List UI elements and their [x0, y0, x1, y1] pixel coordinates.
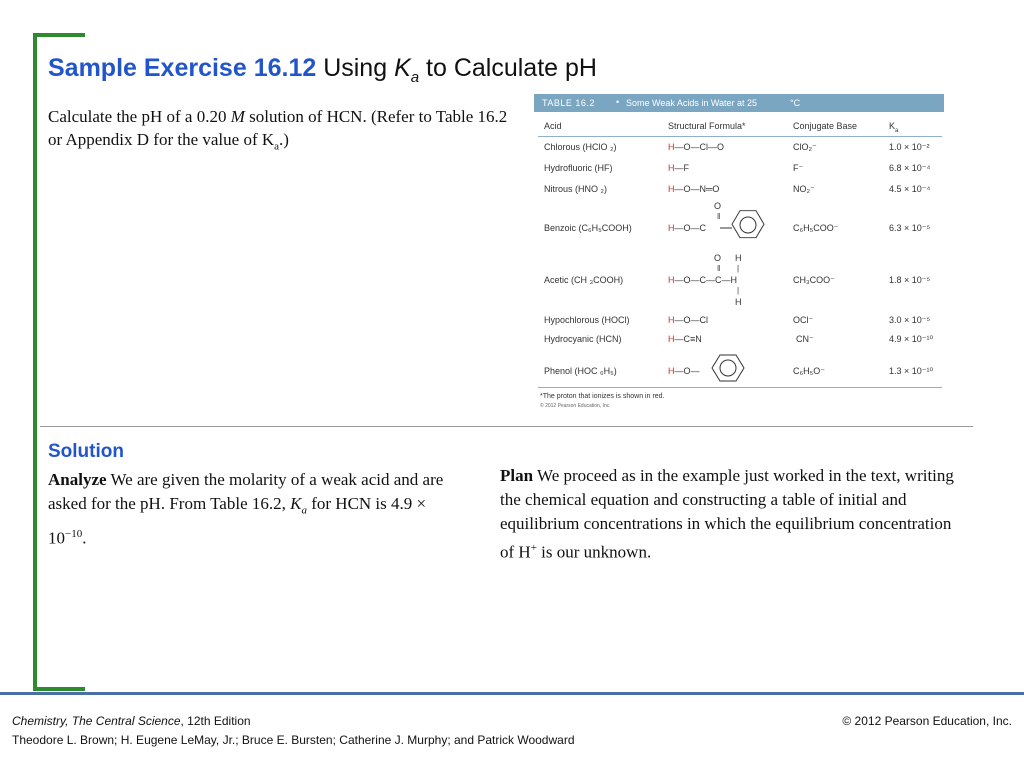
- single-bond-bottom: |: [737, 286, 740, 295]
- carbonyl-o: O: [714, 201, 722, 211]
- row-acid: Hydrofluoric (HF): [544, 163, 613, 173]
- row-base: ClO₂⁻: [793, 142, 817, 152]
- double-bond: ‖: [717, 264, 721, 273]
- phenyl-ring-icon: [704, 354, 752, 384]
- proton-h: H: [668, 142, 675, 152]
- title-k: K: [394, 54, 411, 82]
- row-ka: 1.3 × 10⁻¹⁰: [889, 366, 934, 376]
- plan-paragraph: [500, 464, 960, 565]
- plan-label: Plan: [500, 466, 534, 485]
- row-acid: Phenol (HOC ₆H₅): [544, 366, 617, 376]
- row-acid: Acetic (CH ₃COOH): [544, 275, 624, 285]
- green-bracket-top: [33, 33, 85, 37]
- row-ka: 1.8 × 10⁻⁵: [889, 275, 931, 285]
- formula-rest: —C≡N: [674, 334, 702, 344]
- carbonyl-o: O: [714, 253, 722, 263]
- top-h: H: [735, 253, 742, 263]
- single-bond-top: |: [737, 264, 740, 273]
- footer-book: [12, 714, 251, 728]
- proton-h: H: [668, 275, 675, 285]
- title-text-b: to Calculate pH: [419, 54, 597, 82]
- bottom-h: H: [735, 297, 742, 307]
- formula-rest: —F: [674, 163, 689, 173]
- question-text: [48, 105, 508, 158]
- benzene-ring-icon: [720, 210, 768, 240]
- plan-text1: We proceed as in the example just worked in the text, writing the chemical equation and constructing a table of initial and equilibrium concentrations in which the equilibrium concentration of H: [500, 466, 954, 562]
- proton-h: H: [668, 223, 675, 233]
- analyze-text1: We are given the molarity of a weak acid and are asked for the pH. From Table 16.2,: [48, 470, 444, 513]
- row-base: CH₃COO⁻: [793, 275, 835, 285]
- row-ka: 4.9 × 10⁻¹⁰: [889, 334, 934, 344]
- analyze-a: a: [301, 504, 307, 517]
- proton-h: H: [668, 334, 675, 344]
- table-16-2: [534, 94, 944, 412]
- double-bond: ‖: [717, 212, 721, 221]
- table-number: TABLE 16.2: [542, 98, 595, 108]
- formula-rest: —O—C—C—H: [674, 275, 737, 285]
- footer-book-title: Chemistry, The Central Science: [12, 714, 181, 728]
- table-footnote: *The proton that ionizes is shown in red.: [540, 393, 665, 400]
- analyze-paragraph: [48, 468, 468, 551]
- formula-rest: —O—C: [674, 223, 706, 233]
- row-base: C₆H₅COO⁻: [793, 223, 839, 233]
- section-divider: [40, 426, 973, 427]
- row-ka: 6.8 × 10⁻⁴: [889, 163, 931, 173]
- plan-sup: +: [530, 542, 537, 554]
- solution-heading: Solution: [48, 441, 124, 462]
- formula-rest: —O—Cl—O: [674, 142, 724, 152]
- question-part1: Calculate the pH of a 0.20: [48, 107, 231, 126]
- header-ka-k: K: [889, 121, 896, 131]
- row-formula: [668, 163, 689, 173]
- question-part3: .): [279, 130, 289, 149]
- analyze-label: Analyze: [48, 470, 107, 489]
- green-bracket-vertical: [33, 33, 37, 690]
- proton-h: H: [668, 163, 675, 173]
- row-acid: Hydrocyanic (HCN): [544, 334, 622, 344]
- table-bottom-rule: [538, 387, 942, 388]
- row-base: C₆H₅O⁻: [793, 366, 826, 376]
- table-unit: °C: [790, 98, 801, 108]
- row-base: F⁻: [793, 163, 804, 173]
- row-acid: Hypochlorous (HOCl): [544, 315, 630, 325]
- row-formula: [668, 223, 706, 233]
- formula-rest: —O—: [674, 366, 700, 376]
- table-title-bar: [534, 94, 944, 112]
- row-acid: Nitrous (HNO ₂): [544, 184, 607, 194]
- footer-authors: Theodore L. Brown; H. Eugene LeMay, Jr.; Bruce E. Bursten; Catherine J. Murphy; and Patrick Woodward: [12, 733, 575, 747]
- question-m: M: [230, 107, 245, 126]
- analyze-exp: −10: [65, 528, 83, 541]
- plan-text2: is our unknown.: [536, 542, 652, 562]
- question-sub: a: [274, 140, 280, 153]
- row-formula: [668, 315, 708, 325]
- footer-rule: [0, 692, 1024, 695]
- table-bullet: •: [616, 97, 620, 107]
- row-formula: [668, 275, 737, 285]
- row-ka: 6.3 × 10⁻⁵: [889, 223, 931, 233]
- slide-title: [48, 54, 597, 86]
- title-text-a: Using: [316, 54, 395, 82]
- analyze-text2: for HCN is 4.9 × 10: [48, 494, 427, 549]
- row-base: CN⁻: [796, 334, 814, 344]
- row-ka: 1.0 × 10⁻²: [889, 142, 930, 152]
- formula-rest: —O—N═O: [674, 184, 720, 194]
- header-ka-sub: a: [895, 127, 899, 134]
- header-rule: [538, 136, 942, 137]
- row-formula: [668, 142, 724, 152]
- proton-h: H: [668, 315, 675, 325]
- header-formula: Structural Formula*: [668, 121, 746, 131]
- table-copyright: © 2012 Pearson Education, Inc.: [540, 403, 611, 409]
- row-ka: 4.5 × 10⁻⁴: [889, 184, 931, 194]
- row-acid: Benzoic (C₆H₅COOH): [544, 223, 632, 233]
- row-acid: Chlorous (HClO ₂): [544, 142, 617, 152]
- header-base: Conjugate Base: [793, 121, 858, 131]
- green-bracket-bottom: [33, 687, 85, 691]
- footer-edition: , 12th Edition: [180, 714, 251, 728]
- formula-rest: —O—Cl: [674, 315, 708, 325]
- title-a: a: [410, 69, 420, 86]
- row-formula: [668, 184, 719, 194]
- proton-h: H: [668, 184, 675, 194]
- row-formula: [668, 366, 700, 376]
- question-part2: solution of HCN. (Refer to Table 16.2 or Appendix D for the value of K: [48, 107, 508, 149]
- analyze-k: K: [290, 494, 302, 513]
- proton-h: H: [668, 366, 675, 376]
- analyze-end: .: [82, 529, 87, 549]
- header-acid: Acid: [544, 121, 562, 131]
- header-ka: [889, 121, 898, 134]
- row-formula: [668, 334, 702, 344]
- row-base: OCl⁻: [793, 315, 814, 325]
- exercise-number: Sample Exercise 16.12: [48, 54, 317, 82]
- row-ka: 3.0 × 10⁻⁵: [889, 315, 931, 325]
- row-base: NO₂⁻: [793, 184, 815, 194]
- table-title: Some Weak Acids in Water at 25: [626, 98, 758, 108]
- footer-copyright: © 2012 Pearson Education, Inc.: [842, 714, 1012, 728]
